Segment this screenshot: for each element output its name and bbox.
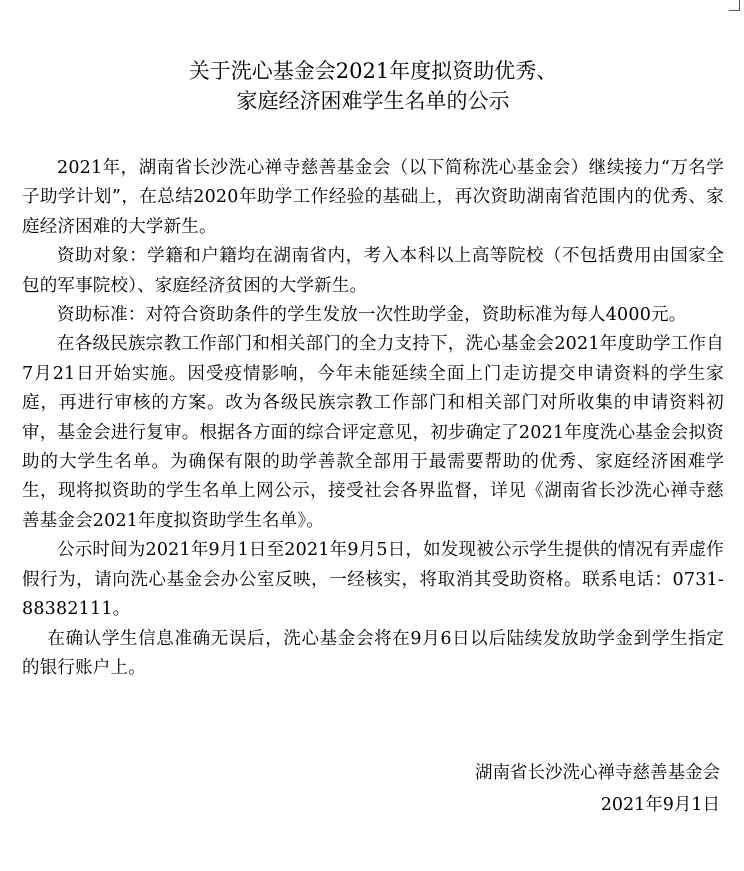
- paragraph-eligibility: 资助对象：学籍和户籍均在湖南省内，考入本科以上高等院校（不包括费用由国家全包的军事院校）、家庭经济贫困的大学新生。: [22, 246, 724, 296]
- paragraph-disbursement: 在确认学生信息准确无误后，洗心基金会将在9月6日以后陆续发放助学金到学生指定的银行账户上。: [22, 628, 724, 678]
- page-corner-mark: [729, 0, 740, 11]
- signature-date: 2021年9月1日: [600, 795, 720, 815]
- signature-organization: 湖南省长沙洗心禅寺慈善基金会: [475, 763, 720, 783]
- title-line-1: 关于洗心基金会2021年度拟资助优秀、: [188, 59, 558, 83]
- document-body: [22, 56, 724, 683]
- paragraph-publicity-period: 公示时间为2021年9月1日至2021年9月5日，如发现被公示学生提供的情况有弄虚作假行为，请向洗心基金会办公室反映，一经核实，将取消其受助资格。联系电话：0731-88382111。: [22, 540, 725, 620]
- paragraph-process: 在各级民族宗教工作部门和相关部门的全力支持下，洗心基金会2021年度助学工作自7月21日开始实施。因受疫情影响，今年未能延续全面上门走访提交申请资料的学生家庭，再进行审核的方案。改为各级民族宗教工作部门和相关部门对所收集的申请资料初审，基金会进行复审。根据各方面的综合评定意见，初步确定了2021年度洗心基金会拟资助的大学生名单。为确保有限的助学善款全部用于最需要帮助的优秀、家庭经济困难学生，现将拟资助的学生名单上网公示，接受社会各界监督，详见《湖南省长沙洗心禅寺慈善基金会2021年度拟资助学生名单》。: [22, 334, 724, 531]
- paragraph-intro: 2021年，湖南省长沙洗心禅寺慈善基金会（以下简称洗心基金会）继续接力“万名学子助学计划”，在总结2020年助学工作经验的基础上，再次资助湖南省范围内的优秀、家庭经济困难的大学新生。: [22, 158, 724, 237]
- title-line-2: 家庭经济困难学生名单的公示: [236, 89, 510, 113]
- paragraph-standard: 资助标准：对符合资助条件的学生发放一次性助学金，资助标准为每人4000元。: [57, 305, 687, 326]
- document-title: [22, 56, 724, 116]
